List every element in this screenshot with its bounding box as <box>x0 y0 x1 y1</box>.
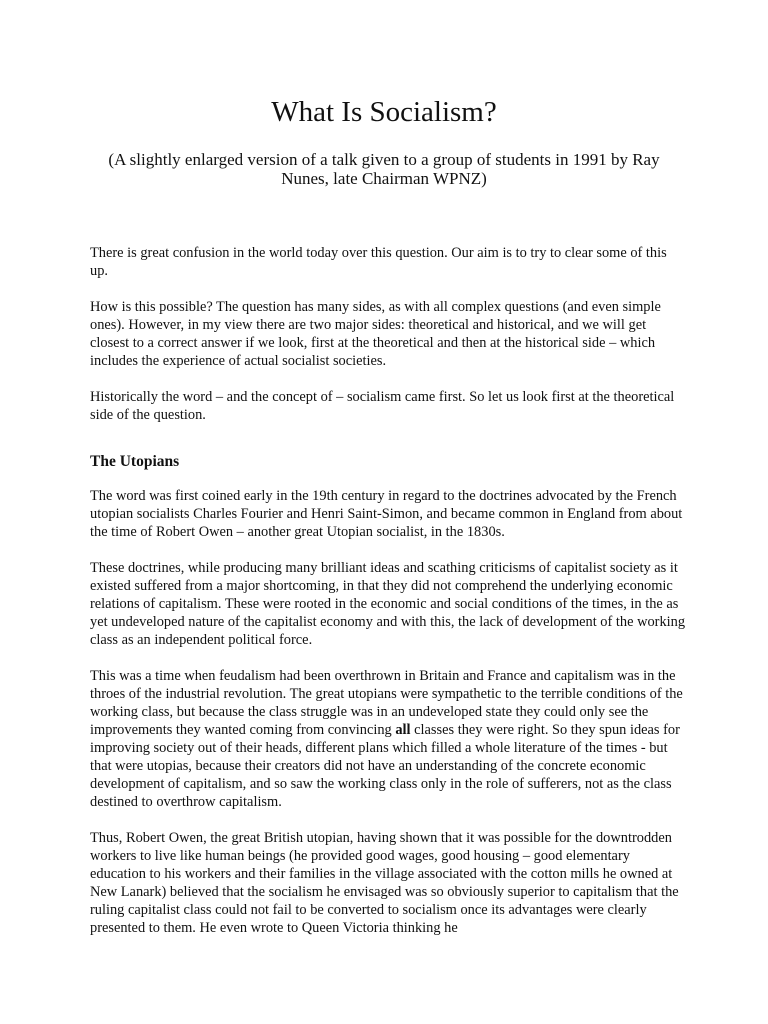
paragraph-text: classes they were right. So they spun ideas for improving society out of their heads, different plans which filled a whole literature of the times - but that were utopias, because their creators did not have an understanding of the concrete economic development of capitalism, and so saw the working class only in the role of sufferers, not as the class destined to overthrow capitalism. <box>90 722 680 810</box>
paragraph: The word was first coined early in the 19th century in regard to the doctrines advocated by the French utopian socialists Charles Fourier and Henri Saint-Simon, and became common in England from about the time of Robert Owen – another great Utopian socialist, in the 1830s. <box>90 488 683 540</box>
paragraph-text: This was a time when feudalism had been overthrown in Britain and France and capitalism was in the throes of the industrial revolution. The great utopians were sympathetic to the terrible conditions of the working class, but because the class struggle was in an undeveloped state they could only see the improvements they wanted coming from convincing <box>90 668 683 738</box>
document-body <box>90 244 686 955</box>
paragraph: These doctrines, while producing many brilliant ideas and scathing criticisms of capitalist society as it existed suffered from a major shortcoming, in that they did not comprehend the underlying economic relations of capitalism. These were rooted in the economic and social conditions of the times, in the as yet undeveloped nature of the capitalist economy and with this, the lack of development of the working class as an independent political force. <box>90 560 686 648</box>
emphasis-text: all <box>395 722 411 738</box>
document-subtitle: (A slightly enlarged version of a talk given to a group of students in 1991 by Ray Nunes, late Chairman WPNZ) <box>108 150 660 188</box>
paragraph <box>90 667 686 811</box>
document-title: What Is Socialism? <box>271 96 497 128</box>
paragraph: There is great confusion in the world today over this question. Our aim is to try to clear some of this up. <box>90 245 667 279</box>
paragraph: Thus, Robert Owen, the great British utopian, having shown that it was possible for the downtrodden workers to live like human beings (he provided good wages, good housing – good elementary education to his workers and their families in the village associated with the cotton mills he owned at New Lanark) believed that the socialism he envisaged was so obviously superior to capitalism that the ruling capitalist class could not fail to be converted to socialism once its advantages were clearly presented to them. He even wrote to Queen Victoria thinking he <box>90 830 679 936</box>
paragraph: Historically the word – and the concept of – socialism came first. So let us look first at the theoretical side of the question. <box>90 389 675 423</box>
paragraph: How is this possible? The question has many sides, as with all complex questions (and even simple ones). However, in my view there are two major sides: theoretical and historical, and we will get closest to a correct answer if we look, first at the theoretical and then at the historical side – which includes the experience of actual socialist societies. <box>90 299 661 369</box>
section-heading: The Utopians <box>90 453 180 470</box>
